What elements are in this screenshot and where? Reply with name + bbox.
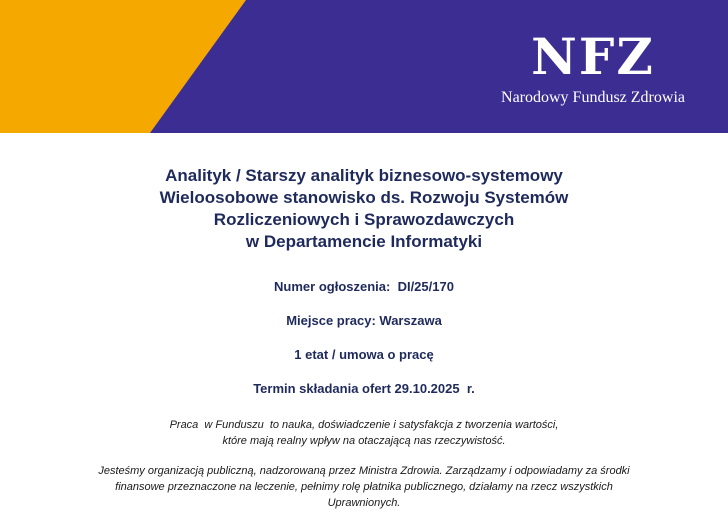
intro-line: finansowe przeznaczone na leczenie, pełnimy rolę płatnika publicznego, działamy na rzecz wszystkich (115, 481, 613, 493)
intro-line: Uprawnionych. (327, 497, 401, 509)
job-title-line: Analityk / Starszy analityk biznesowo-systemowy (165, 166, 563, 185)
logo-subtitle: Narodowy Fundusz Zdrowia (501, 89, 685, 106)
application-deadline: Termin składania ofert 29.10.2025 r. (253, 381, 475, 396)
job-title-line: Rozliczeniowych i Sprawozdawczych (213, 210, 515, 229)
intro-paragraph-2 (0, 463, 728, 511)
employment-type: 1 etat / umowa o pracę (294, 347, 434, 362)
header-banner (0, 0, 728, 133)
announcement-number: Numer ogłoszenia: DI/25/170 (274, 279, 454, 294)
job-posting (0, 133, 728, 511)
intro-line: które mają realny wpływ na otaczającą nas rzeczywistość. (222, 435, 506, 447)
job-title-line: w Departamencie Informatyki (245, 232, 483, 251)
intro-paragraph-1 (0, 417, 728, 449)
job-title-line: Wieloosobowe stanowisko ds. Rozwoju Systemów (159, 188, 569, 207)
nfz-logo (488, 28, 698, 108)
intro-line: Praca w Funduszu to nauka, doświadczenie i satysfakcja z tworzenia wartości, (169, 419, 559, 431)
intro-line: Jesteśmy organizacją publiczną, nadzorowaną przez Ministra Zdrowia. Zarządzamy i odpowiadamy za środki (98, 465, 630, 477)
job-title (0, 165, 728, 253)
workplace: Miejsce pracy: Warszawa (286, 313, 442, 328)
logo-mark: NFZ (531, 27, 655, 86)
